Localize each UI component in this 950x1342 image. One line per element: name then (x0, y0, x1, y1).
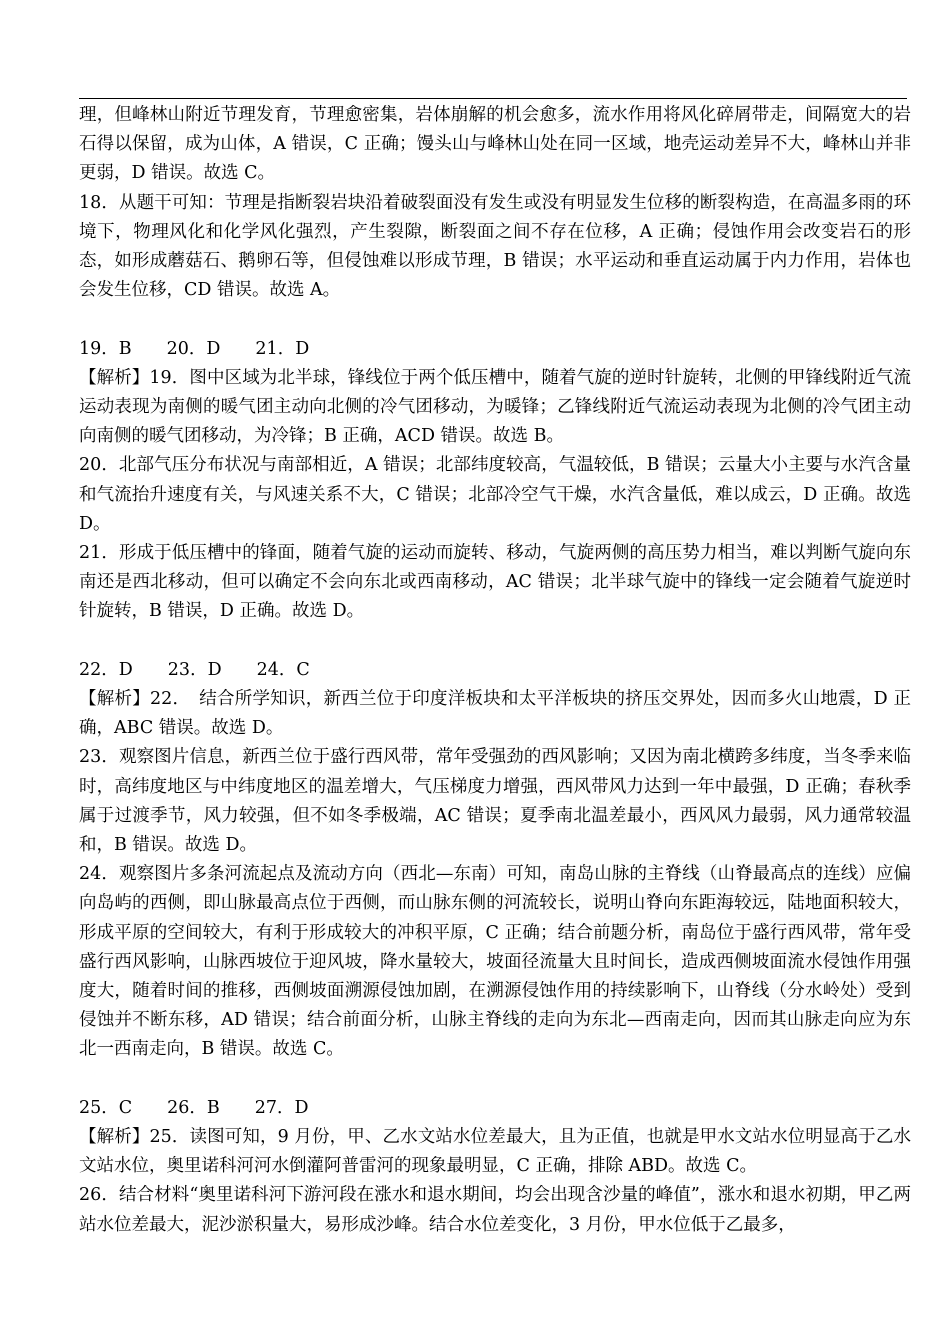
answer-key-19-21: 19．B 20．D 21．D (79, 338, 310, 359)
paragraph-q22: 【解析】22． 结合所学知识，新西兰位于印度洋板块和太平洋板块的挤压交界处，因而多火山地震，D 正确，ABC 错误。故选 D。 (79, 689, 911, 739)
paragraph-continuation: 理，但峰林山附近节理发育，节理愈密集，岩体崩解的机会愈多，流水作用将风化碎屑带走，间隔宽大的岩石得以保留，成为山体，A 错误，C 正确；馒头山与峰林山处在同一区域，地壳运动差异不大，峰林山并非更弱，D 错误。故选 C。 (79, 105, 911, 184)
answer-explanation-body (79, 101, 911, 1240)
paragraph-q26: 26．结合材料“奥里诺科河下游河段在涨水和退水期间，均会出现含沙量的峰值”，涨水和退水初期，甲乙两站水位差最大，泥沙淤积量大，易形成沙峰。结合水位差变化，3 月份，甲水位低于乙最多， (79, 1185, 911, 1235)
answer-key-25-27: 25．C 26．B 27．D (79, 1097, 309, 1118)
spacer (79, 627, 911, 656)
answer-key-22-24: 22．D 23．D 24．C (79, 659, 310, 680)
paragraph-q19: 【解析】19．图中区域为北半球，锋线位于两个低压槽中，随着气旋的逆时针旋转，北侧的甲锋线附近气流运动表现为南侧的暖气团主动向北侧的冷气团移动，为暖锋；乙锋线附近气流运动表现为北侧的冷气团主动向南侧的暖气团移动，为冷锋；B 正确，ACD 错误。故选 B。 (79, 367, 911, 447)
paragraph-q18: 18．从题干可知：节理是指断裂岩块沿着破裂面没有发生或没有明显发生位移的断裂构造，在高温多雨的环境下，物理风化和化学风化强烈，产生裂隙，断裂面之间不存在位移，A 正确；侵蚀作用会改变岩石的形态，如形成蘑菇石、鹅卵石等，但侵蚀难以形成节理，B 错误；水平运动和垂直运动属于内力作用，岩体也会发生位移，CD 错误。故选 A。 (79, 192, 911, 301)
paragraph-q23: 23．观察图片信息，新西兰位于盛行西风带，常年受强劲的西风影响；又因为南北横跨多纬度，当冬季来临时，高纬度地区与中纬度地区的温差增大，气压梯度力增强，西风带风力达到一年中最强，D 正确；春秋季属于过渡季节，风力较强，但不如冬季极端，AC 错误；夏季南北温差最小，西风风力最弱，风力通常较温和，B 错误。故选 D。 (79, 747, 911, 856)
paragraph-q20: 20．北部气压分布状况与南部相近，A 错误；北部纬度较高，气温较低，B 错误；云量大小主要与水汽含量和气流抬升速度有关，与风速关系不大，C 错误；北部冷空气干燥，水汽含量低，难以成云，D 正确。故选 D。 (79, 455, 911, 534)
paragraph-q25: 【解析】25．读图可知，9 月份，甲、乙水文站水位差最大，且为正值，也就是甲水文站水位明显高于乙水文站水位，奥里诺科河河水倒灌阿普雷河的现象最明显，C 正确，排除 ABD。故选 C。 (79, 1127, 911, 1177)
header-rule (79, 98, 907, 99)
paragraph-q24: 24．观察图片多条河流起点及流动方向（西北—东南）可知，南岛山脉的主脊线（山脊最高点的连线）应偏向岛屿的西侧，即山脉最高点位于西侧，而山脉东侧的河流较长，说明山脊向东距海较远，陆地面积较大，形成平原的空间较大，有利于形成较大的冲积平原，C 正确；结合前题分析，南岛位于盛行西风带，常年受盛行西风影响，山脉西坡位于迎风坡，降水量较大，坡面径流量大且时间长，造成西侧坡面流水侵蚀作用强度大，随着时间的推移，西侧坡面溯源侵蚀加剧，在溯源侵蚀作用的持续影响下，山脊线（分水岭处）受到侵蚀并不断东移，AD 错误；结合前面分析，山脉主脊线的走向为东北—西南走向，因而其山脉走向应为东北一西南走向，B 错误。故选 C。 (79, 864, 911, 1060)
paragraph-q21: 21．形成于低压槽中的锋面，随着气旋的运动而旋转、移动，气旋两侧的高压势力相当，难以判断气旋向东南还是西北移动，但可以确定不会向东北或西南移动，AC 错误；北半球气旋中的锋线一定会随着气旋逆时针旋转，B 错误，D 正确。故选 D。 (79, 543, 911, 622)
spacer (79, 1065, 911, 1094)
spacer (79, 305, 911, 334)
